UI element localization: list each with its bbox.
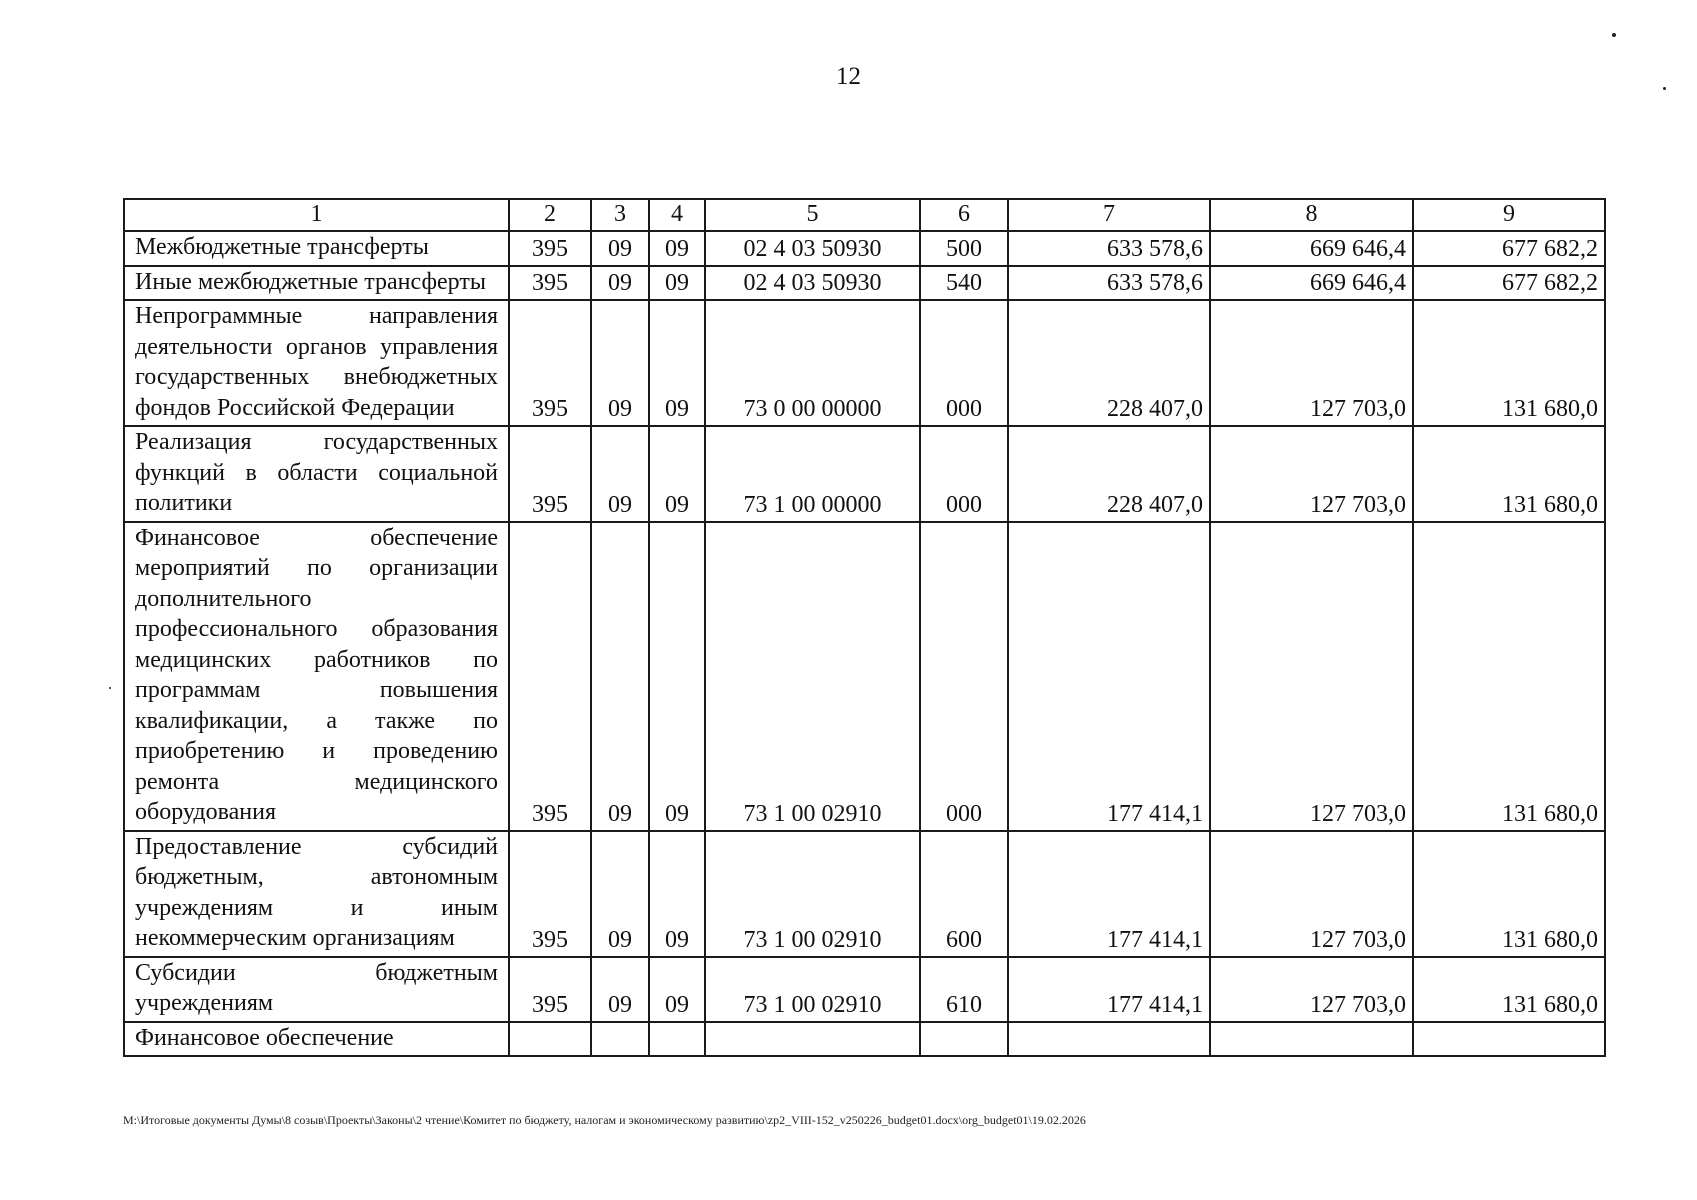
page-number: 12 [836, 63, 861, 90]
amount-cell: 177 414,1 [1008, 957, 1210, 1022]
column-header: 8 [1210, 199, 1413, 231]
code-cell: 395 [509, 426, 591, 522]
amount-cell: 669 646,4 [1210, 231, 1413, 266]
amount-cell: 677 682,2 [1413, 231, 1605, 266]
row-name-cell: Предоставление субсидий бюджетным, автономным учреждениям и иным некоммерческим организациям [124, 831, 509, 957]
code-cell: 09 [649, 266, 705, 301]
code-cell: 540 [920, 266, 1008, 301]
code-cell: 500 [920, 231, 1008, 266]
code-cell: 02 4 03 50930 [705, 266, 920, 301]
code-cell: 000 [920, 522, 1008, 831]
column-header: 6 [920, 199, 1008, 231]
code-cell: 73 1 00 00000 [705, 426, 920, 522]
amount-cell: 633 578,6 [1008, 231, 1210, 266]
code-cell [509, 1022, 591, 1057]
amount-cell: 677 682,2 [1413, 266, 1605, 301]
code-cell: 09 [591, 231, 649, 266]
amount-cell: 177 414,1 [1008, 522, 1210, 831]
column-header: 3 [591, 199, 649, 231]
row-name-cell: Финансовое обеспечение мероприятий по организации дополнительного профессионального образования медицинских работников по программам повышения квалификации, а также по приобретению и проведению ремонта медицинского оборудования [124, 522, 509, 831]
table-row [124, 266, 1605, 301]
amount-cell: 127 703,0 [1210, 426, 1413, 522]
amount-cell: 127 703,0 [1210, 831, 1413, 957]
code-cell: 09 [649, 426, 705, 522]
column-header: 9 [1413, 199, 1605, 231]
code-cell: 09 [591, 831, 649, 957]
amount-cell: 131 680,0 [1413, 957, 1605, 1022]
table-row [124, 426, 1605, 522]
row-name-cell: Реализация государственных функций в области социальной политики [124, 426, 509, 522]
amount-cell: 633 578,6 [1008, 266, 1210, 301]
file-path-footer: М:\Итоговые документы Думы\8 созыв\Проекты\Законы\2 чтение\Комитет по бюджету, налогам и экономическому развитию\zp2_VIII-152_v250226_budget01.docx\org_budget01\19.02.2026 [123, 1113, 1086, 1127]
code-cell: 610 [920, 957, 1008, 1022]
code-cell: 395 [509, 522, 591, 831]
code-cell: 73 1 00 02910 [705, 831, 920, 957]
table-row [124, 831, 1605, 957]
row-name-cell: Иные межбюджетные трансферты [124, 266, 509, 301]
code-cell: 09 [649, 831, 705, 957]
amount-cell [1008, 1022, 1210, 1057]
amount-cell: 131 680,0 [1413, 522, 1605, 831]
amount-cell: 669 646,4 [1210, 266, 1413, 301]
column-header: 2 [509, 199, 591, 231]
amount-cell [1210, 1022, 1413, 1057]
amount-cell: 177 414,1 [1008, 831, 1210, 957]
row-name-cell: Непрограммные направления деятельности органов управления государственных внебюджетных фондов Российской Федерации [124, 300, 509, 426]
row-name-cell: Субсидии бюджетным учреждениям [124, 957, 509, 1022]
column-header: 7 [1008, 199, 1210, 231]
code-cell: 395 [509, 266, 591, 301]
table-row [124, 1022, 1605, 1057]
table-header-row [124, 199, 1605, 231]
code-cell: 09 [591, 266, 649, 301]
scan-speck [1663, 87, 1666, 90]
code-cell: 395 [509, 957, 591, 1022]
code-cell: 09 [591, 522, 649, 831]
column-header: 1 [124, 199, 509, 231]
code-cell: 73 1 00 02910 [705, 522, 920, 831]
column-header: 5 [705, 199, 920, 231]
amount-cell: 127 703,0 [1210, 957, 1413, 1022]
table-row [124, 522, 1605, 831]
amount-cell: 131 680,0 [1413, 300, 1605, 426]
code-cell [920, 1022, 1008, 1057]
table-row [124, 300, 1605, 426]
amount-cell: 131 680,0 [1413, 831, 1605, 957]
code-cell: 000 [920, 300, 1008, 426]
code-cell [649, 1022, 705, 1057]
code-cell: 395 [509, 831, 591, 957]
amount-cell: 127 703,0 [1210, 522, 1413, 831]
scan-speck [1612, 33, 1616, 37]
code-cell: 09 [591, 426, 649, 522]
code-cell: 09 [591, 957, 649, 1022]
code-cell: 000 [920, 426, 1008, 522]
amount-cell: 228 407,0 [1008, 426, 1210, 522]
table-row [124, 957, 1605, 1022]
code-cell: 73 1 00 02910 [705, 957, 920, 1022]
code-cell: 09 [649, 231, 705, 266]
code-cell: 09 [649, 300, 705, 426]
code-cell: 395 [509, 300, 591, 426]
code-cell: 02 4 03 50930 [705, 231, 920, 266]
scan-speck [109, 687, 111, 689]
row-name-cell: Межбюджетные трансферты [124, 231, 509, 266]
column-header: 4 [649, 199, 705, 231]
row-name-cell: Финансовое обеспечение [124, 1022, 509, 1057]
code-cell: 09 [649, 522, 705, 831]
code-cell: 09 [649, 957, 705, 1022]
code-cell: 395 [509, 231, 591, 266]
amount-cell: 131 680,0 [1413, 426, 1605, 522]
code-cell: 600 [920, 831, 1008, 957]
code-cell: 09 [591, 300, 649, 426]
budget-table [123, 198, 1606, 1057]
code-cell [705, 1022, 920, 1057]
amount-cell [1413, 1022, 1605, 1057]
table-row [124, 231, 1605, 266]
amount-cell: 127 703,0 [1210, 300, 1413, 426]
amount-cell: 228 407,0 [1008, 300, 1210, 426]
code-cell [591, 1022, 649, 1057]
code-cell: 73 0 00 00000 [705, 300, 920, 426]
